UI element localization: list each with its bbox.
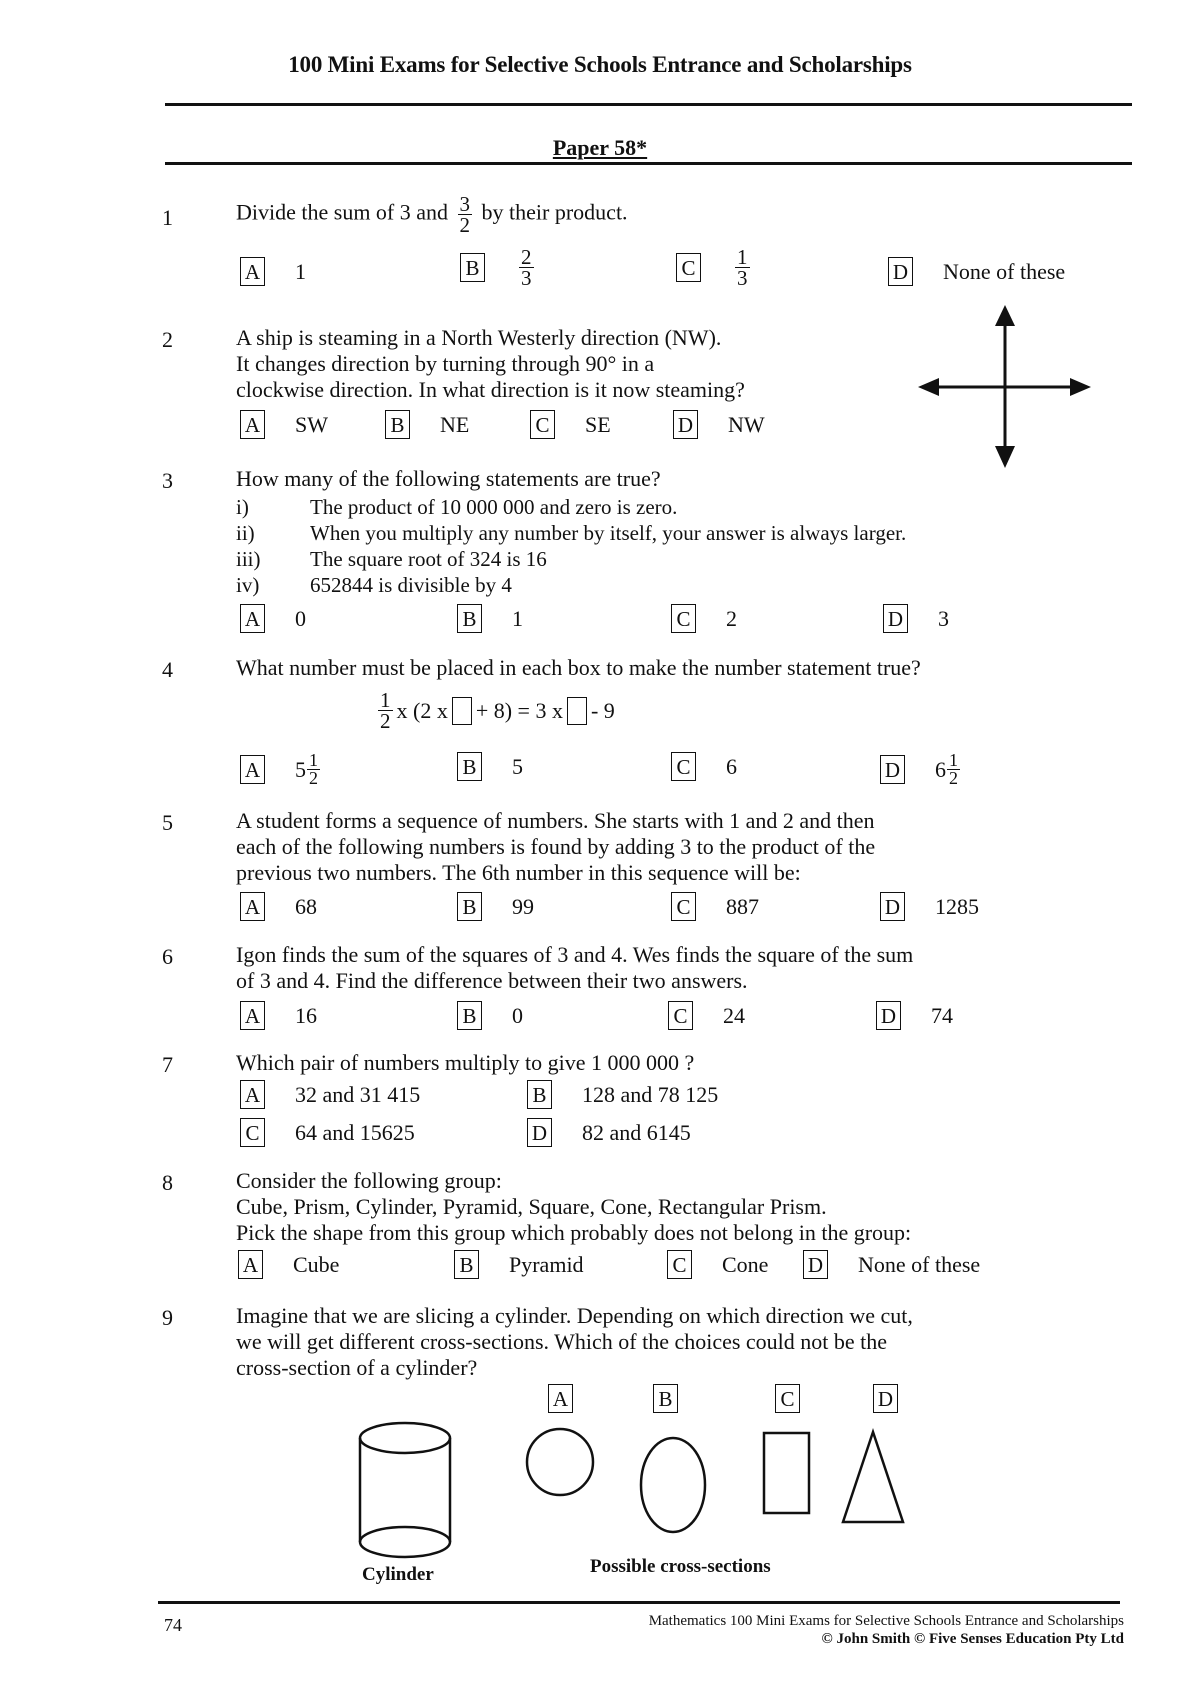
option-d[interactable]: D None of these	[888, 257, 1065, 286]
option-b[interactable]: B	[653, 1384, 678, 1413]
question-1-text: Divide the sum of 3 and $\frac{3}{2}$ by their product.	[236, 192, 628, 237]
answer-box	[567, 697, 587, 725]
option-a[interactable]: A SW	[240, 410, 328, 439]
option-c[interactable]: C SE	[530, 410, 611, 439]
statement-text: The square root of 324 is 16	[310, 547, 547, 571]
option-a[interactable]: A 1	[240, 257, 306, 286]
question-number: 3	[162, 468, 173, 493]
header-rule	[165, 103, 1132, 106]
option-b[interactable]: B 128 and 78 125	[527, 1080, 718, 1109]
cross-sections-caption: Possible cross-sections	[590, 1556, 771, 1577]
option-d[interactable]: D 6 $\frac{1}{2}$	[880, 752, 964, 787]
question-number: 1	[162, 205, 173, 230]
rectangle-section	[764, 1433, 809, 1513]
equation: $\frac{1}{2}$ x (2 x + 8) = 3 x - 9	[380, 688, 615, 733]
option-d[interactable]: D 74	[876, 1001, 953, 1030]
cylinder-shape	[360, 1423, 450, 1557]
statement-label: iv)	[236, 573, 260, 597]
statement-label: ii)	[236, 521, 255, 545]
cross-sections-figure	[355, 1420, 925, 1570]
statement-text: When you multiply any number by itself, your answer is always larger.	[310, 521, 907, 545]
option-b[interactable]: B Pyramid	[454, 1250, 584, 1279]
option-b[interactable]: B $\frac{2}{3}$	[460, 247, 538, 288]
option-d[interactable]: D None of these	[803, 1250, 980, 1279]
triangle-section	[843, 1432, 903, 1522]
option-d[interactable]: D NW	[673, 410, 765, 439]
cylinder-caption: Cylinder	[362, 1564, 434, 1585]
option-b[interactable]: B NE	[385, 410, 469, 439]
question-9-text: Imagine that we are slicing a cylinder. Depending on which direction we cut, we will get different cross-sections. Which of the choices could not be the cross-section of a cylinder?	[236, 1303, 913, 1380]
question-number: 5	[162, 810, 173, 835]
option-b[interactable]: B 0	[457, 1001, 523, 1030]
answer-box	[452, 697, 472, 725]
option-c[interactable]: C 64 and 15625	[240, 1118, 415, 1147]
question-number: 8	[162, 1170, 173, 1195]
question-8-text: Consider the following group: Cube, Prism, Cylinder, Pyramid, Square, Cone, Rectangular Prism. Pick the shape from this group which probably does not belong in the group:	[236, 1168, 912, 1245]
footer-rule	[158, 1601, 1120, 1604]
question-4-text: What number must be placed in each box to make the number statement true?	[236, 655, 921, 680]
page-number: 74	[164, 1615, 182, 1635]
option-b[interactable]: B 1	[457, 604, 523, 633]
book-title: 100 Mini Exams for Selective Schools Entrance and Scholarships	[288, 52, 912, 77]
question-6-text: Igon finds the sum of the squares of 3 and 4. Wes finds the square of the sum of 3 and 4. Find the difference between their two answers.	[236, 942, 914, 993]
option-b[interactable]: B 99	[457, 892, 534, 921]
question-number: 6	[162, 944, 173, 969]
question-7-text: Which pair of numbers multiply to give 1 000 000 ?	[236, 1050, 695, 1075]
option-d[interactable]: D 1285	[880, 892, 979, 921]
circle-section	[527, 1429, 593, 1495]
option-d[interactable]: D 3	[883, 604, 949, 633]
question-number: 2	[162, 327, 173, 352]
question-2-text: A ship is steaming in a North Westerly direction (NW). It changes direction by turning through 90° in a clockwise direction. In what direction is it now steaming?	[236, 325, 745, 402]
option-c[interactable]: C 2	[671, 604, 737, 633]
statement-text: 652844 is divisible by 4	[310, 573, 512, 597]
fraction: $\frac{3}{2}$	[459, 192, 471, 237]
option-a[interactable]: A 32 and 31 415	[240, 1080, 420, 1109]
option-c[interactable]: C 6	[671, 752, 737, 781]
option-c[interactable]: C 887	[671, 892, 759, 921]
paper-title: Paper 58*	[552, 135, 648, 160]
compass-cross-icon	[915, 300, 1095, 475]
question-number: 7	[162, 1052, 173, 1077]
option-c[interactable]: C Cone	[667, 1250, 768, 1279]
question-number: 9	[162, 1305, 173, 1330]
option-c[interactable]: C 24	[668, 1001, 745, 1030]
option-a[interactable]: A 16	[240, 1001, 317, 1030]
question-3-text: How many of the following statements are true?	[236, 466, 661, 491]
option-b[interactable]: B 5	[457, 752, 523, 781]
option-a[interactable]: A	[548, 1384, 573, 1413]
option-a[interactable]: A 68	[240, 892, 317, 921]
option-c[interactable]: C $\frac{1}{3}$	[676, 247, 754, 288]
ellipse-section	[641, 1438, 705, 1532]
option-a[interactable]: A Cube	[238, 1250, 339, 1279]
title-rule	[165, 162, 1132, 165]
option-d[interactable]: D	[873, 1384, 898, 1413]
option-d[interactable]: D 82 and 6145	[527, 1118, 691, 1147]
footer-credit: Mathematics 100 Mini Exams for Selective Schools Entrance and Scholarships © John Smith © Five Senses Education Pty Ltd	[648, 1613, 1124, 1647]
statement-text: The product of 10 000 000 and zero is zero.	[310, 495, 678, 519]
question-5-text: A student forms a sequence of numbers. She starts with 1 and 2 and then each of the following numbers is found by adding 3 to the product of the previous two numbers. The 6th number in this sequence will be:	[236, 808, 876, 885]
option-a[interactable]: A 0	[240, 604, 306, 633]
statement-label: iii)	[236, 547, 261, 571]
question-number: 4	[162, 657, 173, 682]
option-c[interactable]: C	[775, 1384, 800, 1413]
statement-label: i)	[236, 495, 249, 519]
option-a[interactable]: A 5 $\frac{1}{2}$	[240, 752, 324, 787]
